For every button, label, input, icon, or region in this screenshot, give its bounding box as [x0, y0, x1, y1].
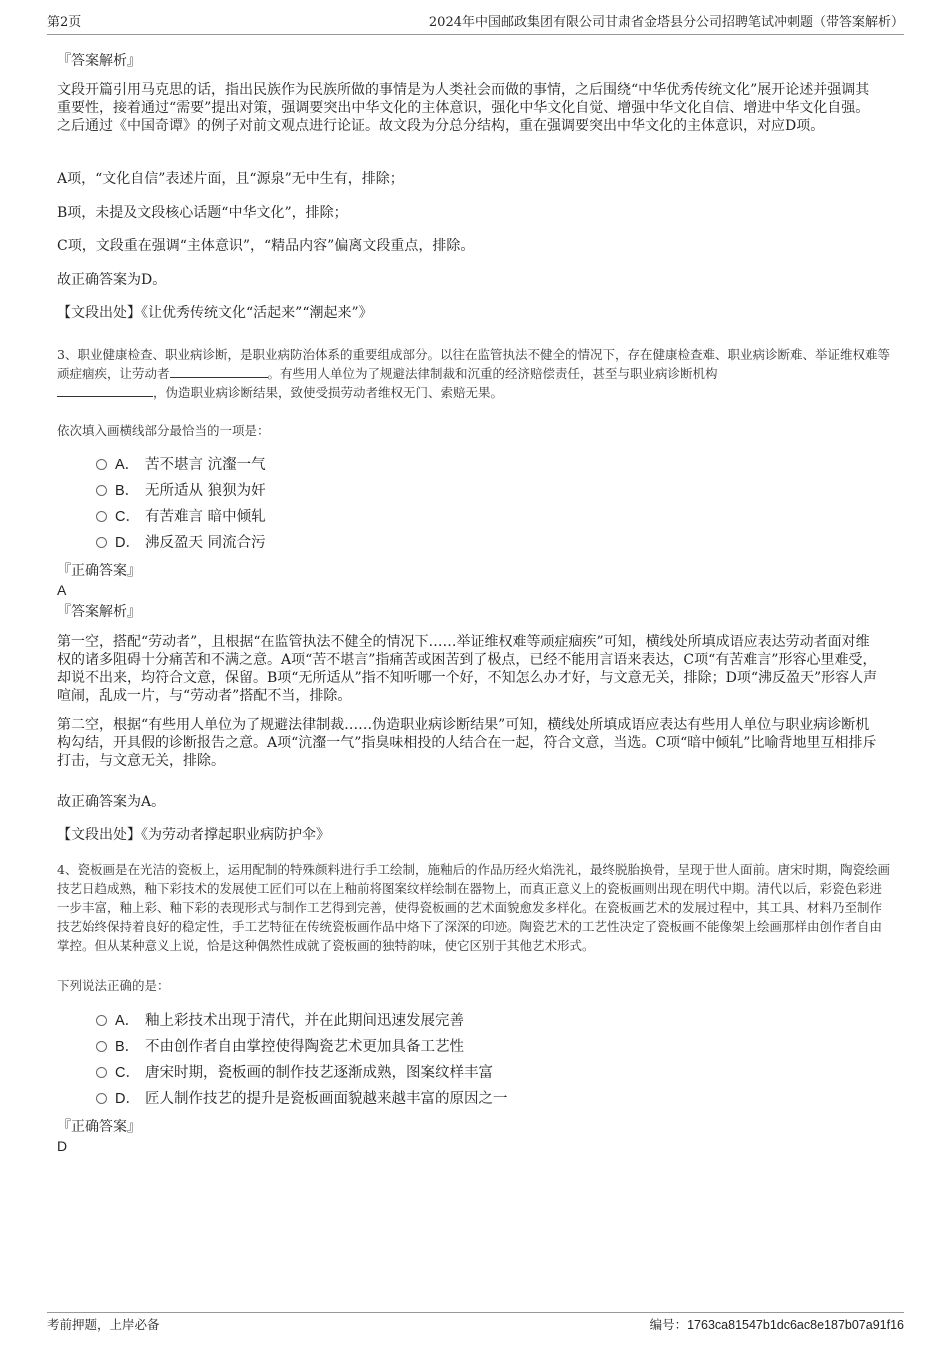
q3-answer-title: 『正确答案』: [57, 563, 141, 579]
q3-analysis-1: 第一空，搭配“劳动者”，且根据“在监管执法不健全的情况下……举证维权难等顽症痼疾”可知，横线处所填成语应表达劳动者面对维权的诸多阻碍十分痛苦和不满之意。A项“苦不堪言”指痛苦或困苦到了极点，已经不能用言语来表达，C项“有苦难言”形容心里难受，却说不出来，均符合文意，保留。B项“无所适从”指不知听哪一个好，不知怎么办才好，与文意无关，排除；D项“沸反盈天”形容人声喧闹，乱成一片，与“劳动者”搭配不当，排除。: [57, 634, 878, 704]
q2-conclusion: 故正确答案为D。: [57, 272, 167, 288]
page-header: [47, 14, 904, 35]
radio-icon[interactable]: [96, 1041, 107, 1052]
q4-prompt: 下列说法正确的是：: [57, 978, 170, 993]
radio-icon[interactable]: [96, 485, 107, 496]
page-number: 第2页: [47, 15, 82, 30]
q3-stem-part-3: ，伪造职业病诊断结果，致使受损劳动者维权无门、索赔无果。: [153, 385, 504, 400]
q2-analysis-paragraph: 文段开篇引用马克思的话，指出民族作为民族所做的事情是为人类社会而做的事情，之后围绕“中华优秀传统文化”展开论述并强调其重要性，接着通过“需要”提出对策，强调要突出中华文化的主体意识，强化中华文化自觉、增强中华文化自信、增进中华文化自强。之后通过《中国奇谭》的例子对前文观点进行论证。故文段为分总分结构，重在强调要突出中华文化的主体意识，对应D项。: [57, 82, 870, 134]
q2-analysis-title: 『答案解析』: [57, 53, 141, 69]
radio-icon[interactable]: [96, 537, 107, 548]
q3-stem-part-2: 。有些用人单位为了规避法律制裁和沉重的经济赔偿责任，甚至与职业病诊断机构: [267, 366, 718, 381]
q3-blank-2: [57, 383, 153, 397]
document-title: 2024年中国邮政集团有限公司甘肃省金塔县分公司招聘笔试冲刺题（带答案解析）: [428, 15, 904, 30]
q3-stem-part-1: 3、职业健康检查、职业病诊断，是职业病防治体系的重要组成部分。以往在监管执法不健全的情况下，存在健康检查难、职业病诊断难、举证维权难等顽症痼疾，让劳动者: [57, 347, 890, 381]
q2-option-a-analysis: A项，“文化自信”表述片面，且“源泉”无中生有，排除；: [57, 171, 404, 187]
q3-option-c[interactable]: C． 有苦难言 暗中倾轧: [96, 508, 266, 526]
q4-stem: 4、瓷板画是在光洁的瓷板上，运用配制的特殊颜料进行手工绘制，施釉后的作品历经火焰洗礼，最终脱胎换骨，呈现于世人面前。唐宋时期，陶瓷绘画技艺日趋成熟，釉下彩技术的发展使工匠们可以在上釉前将图案纹样绘制在器物上，而真正意义上的瓷板画则出现在明代中期。清代以后，彩瓷色彩进一步丰富，釉上彩、釉下彩的表现形式与制作工艺得到完善，使得瓷板画的艺术面貌愈发多样化。在瓷板画艺术的发展过程中，其工具、材料乃至制作技艺始终保持着良好的稳定性，手工艺特征在传统瓷板画作品中烙下了深深的印迹。陶瓷艺术的工艺性决定了瓷板画不能像架上绘画那样由创作者自由掌控。但从某种意义上说，恰是这种偶然性成就了瓷板画的独特韵味，使它区别于其他艺术形式。: [57, 862, 890, 953]
q3-analysis-title: 『答案解析』: [57, 604, 141, 620]
q4-answer-title: 『正确答案』: [57, 1119, 141, 1135]
q3-analysis-2: 第二空，根据“有些用人单位为了规避法律制裁……伪造职业病诊断结果”可知，横线处所填成语应表达有些用人单位与职业病诊断机构勾结，开具假的诊断报告之意。A项“沆瀣一气”指臭味相投的人结合在一起，符合文意，当选。C项“暗中倾轧”比喻背地里互相排斥打击，与文意无关，排除。: [57, 717, 877, 769]
q3-stem: [57, 345, 893, 402]
q3-source: 【文段出处】《为劳动者撑起职业病防护伞》: [57, 827, 330, 843]
q3-option-a[interactable]: A． 苦不堪言 沆瀣一气: [96, 456, 266, 474]
q2-option-b-analysis: B项，未提及文段核心话题“中华文化”，排除；: [57, 205, 348, 221]
radio-icon[interactable]: [96, 1015, 107, 1026]
q3-conclusion: 故正确答案为A。: [57, 794, 166, 810]
q4-option-b[interactable]: B． 不由创作者自由掌控使得陶瓷艺术更加具备工艺性: [96, 1038, 464, 1056]
q3-blank-1: [170, 364, 268, 378]
q4-option-d[interactable]: D． 匠人制作技艺的提升是瓷板画面貌越来越丰富的原因之一: [96, 1090, 508, 1108]
radio-icon[interactable]: [96, 459, 107, 470]
radio-icon[interactable]: [96, 1067, 107, 1078]
q4-option-a[interactable]: A． 釉上彩技术出现于清代，并在此期间迅速发展完善: [96, 1012, 464, 1030]
q3-option-b[interactable]: B． 无所适从 狼狈为奸: [96, 482, 266, 500]
page-footer: [47, 1312, 904, 1335]
q3-prompt: 依次填入画横线部分最恰当的一项是：: [57, 423, 270, 438]
q4-option-c[interactable]: C． 唐宋时期，瓷板画的制作技艺逐渐成熟，图案纹样丰富: [96, 1064, 493, 1082]
q2-option-c-analysis: C项，文段重在强调“主体意识”，“精品内容”偏离文段重点，排除。: [57, 238, 475, 254]
document-code: [650, 1315, 904, 1335]
q2-source: 【文段出处】《让优秀传统文化“活起来”“潮起来”》: [57, 305, 373, 321]
radio-icon[interactable]: [96, 511, 107, 522]
code-value: 1763ca81547b1dc6ac8e187b07a91f16: [687, 1318, 904, 1332]
footer-slogan: 考前押题，上岸必备: [47, 1317, 160, 1332]
q3-answer: A: [57, 582, 67, 598]
q4-answer: D: [57, 1138, 68, 1154]
radio-icon[interactable]: [96, 1093, 107, 1104]
q3-option-d[interactable]: D． 沸反盈天 同流合污: [96, 534, 266, 552]
code-label: 编号：: [649, 1317, 688, 1332]
